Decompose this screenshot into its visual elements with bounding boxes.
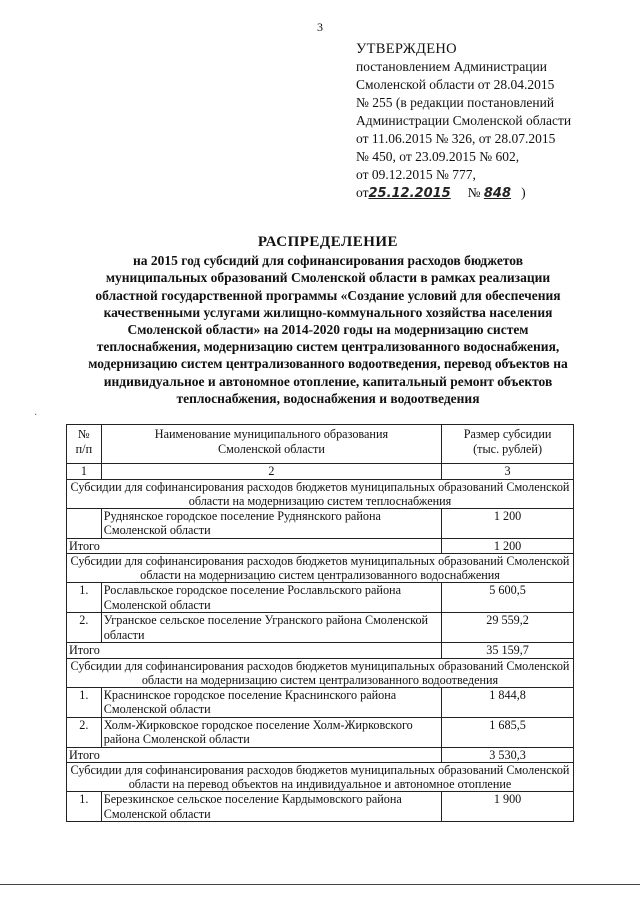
col-number: 2 [101, 464, 441, 480]
row-amount: 1 685,5 [442, 717, 574, 747]
title-line: теплоснабжения, модернизацию систем централизованного водоснабжения, [96, 339, 560, 355]
row-name: Краснинское городское поселение Краснинского района Смоленской области [101, 687, 441, 717]
row-no [67, 508, 102, 538]
col-number: 3 [442, 464, 574, 480]
row-name: Рославльское городское поселение Рославльского района Смоленской области [101, 583, 441, 613]
handwritten-date: 25.12.2015 [368, 186, 451, 201]
total-label: Итого [67, 747, 442, 763]
total-row [67, 643, 574, 659]
section-title: Субсидии для софинансирования расходов бюджетов муниципальных образований Смоленской области на модернизацию систем централизованного водоотведения [67, 658, 574, 687]
title-line: Смоленской области» на 2014-2020 годы на модернизацию систем [127, 322, 529, 338]
section-title: Субсидии для софинансирования расходов бюджетов муниципальных образований Смоленской области на модернизацию систем централизованного водоснабжения [67, 554, 574, 583]
row-no: 1. [67, 583, 102, 613]
row-no: 2. [67, 717, 102, 747]
row-amount: 1 844,8 [442, 687, 574, 717]
handwritten-number: 848 [483, 186, 512, 201]
table-row [67, 687, 574, 717]
approval-line: № 255 (в редакции постановлений [356, 95, 555, 110]
table-row [67, 792, 574, 822]
table-header-row [67, 425, 574, 464]
approval-line: от 11.06.2015 № 326, от 28.07.2015 [356, 131, 556, 146]
title-line: теплоснабжения, водоснабжения и водоотведения [176, 390, 480, 406]
approval-stamp [356, 40, 626, 203]
row-no: 2. [67, 613, 102, 643]
total-row [67, 747, 574, 763]
document-title [40, 234, 616, 407]
row-amount: 29 559,2 [442, 613, 574, 643]
title-line: на 2015 год субсидий для софинансирования расходов бюджетов [133, 253, 523, 269]
row-name: Холм-Жирковское городское поселение Холм-Жирковского района Смоленской области [101, 717, 441, 747]
total-amount: 35 159,7 [442, 643, 574, 659]
header-name: Наименование муниципального образования Смоленской области [101, 425, 441, 464]
row-amount: 5 600,5 [442, 583, 574, 613]
section-row [67, 763, 574, 792]
total-label: Итого [67, 538, 442, 554]
col-number: 1 [67, 464, 102, 480]
header-amount: Размер субсидии (тыс. рублей) [442, 425, 574, 464]
row-name: Угранское сельское поселение Угранского района Смоленской области [101, 613, 441, 643]
section-row [67, 479, 574, 508]
title-line: качественными услугами жилищно-коммунального хозяйства населения [103, 304, 553, 320]
section-title: Субсидии для софинансирования расходов бюджетов муниципальных образований Смоленской области на модернизацию систем теплоснабжения [67, 479, 574, 508]
title-line: муниципальных образований Смоленской области в рамках реализации [105, 270, 551, 286]
page-bottom-divider [0, 884, 640, 885]
table-row [67, 717, 574, 747]
margin-mark: · [34, 410, 38, 421]
subsidy-table [66, 424, 574, 822]
table-row [67, 508, 574, 538]
approval-line: Смоленской области от 28.04.2015 [356, 77, 555, 92]
approval-line: № 450, от 23.09.2015 № 602, [356, 149, 520, 164]
approval-line: Администрации Смоленской области [356, 113, 572, 128]
title-main: РАСПРЕДЕЛЕНИЕ [257, 234, 399, 250]
table-row [67, 583, 574, 613]
row-amount: 1 200 [442, 508, 574, 538]
header-no: № п/п [67, 425, 102, 464]
row-no: 1. [67, 687, 102, 717]
approval-last-prefix: от [356, 185, 369, 200]
approval-line: от 09.12.2015 № 777, [356, 167, 476, 182]
title-line: областной государственной программы «Создание условий для обеспечения [95, 287, 561, 303]
section-row [67, 554, 574, 583]
total-row [67, 538, 574, 554]
approval-last-suffix: ) [521, 185, 526, 200]
total-amount: 1 200 [442, 538, 574, 554]
approval-heading: УТВЕРЖДЕНО [356, 41, 457, 57]
column-number-row [67, 464, 574, 480]
approval-line: постановлением Администрации [356, 59, 547, 74]
section-row [67, 658, 574, 687]
title-line: индивидуальное и автономное отопление, капитальный ремонт объектов [103, 373, 553, 389]
page-number: 3 [317, 20, 323, 34]
row-amount: 1 900 [442, 792, 574, 822]
table-row [67, 613, 574, 643]
row-no: 1. [67, 792, 102, 822]
approval-no-label: № [467, 185, 481, 200]
total-amount: 3 530,3 [442, 747, 574, 763]
section-title: Субсидии для софинансирования расходов бюджетов муниципальных образований Смоленской области на перевод объектов на индивидуальное и автономное отопление [67, 763, 574, 792]
title-line: модернизацию систем централизованного водоотведения, перевод объектов на [88, 356, 568, 372]
row-name: Руднянское городское поселение Руднянского района Смоленской области [101, 508, 441, 538]
approval-last-line [356, 184, 626, 203]
row-name: Березкинское сельское поселение Кардымовского района Смоленской области [101, 792, 441, 822]
total-label: Итого [67, 643, 442, 659]
